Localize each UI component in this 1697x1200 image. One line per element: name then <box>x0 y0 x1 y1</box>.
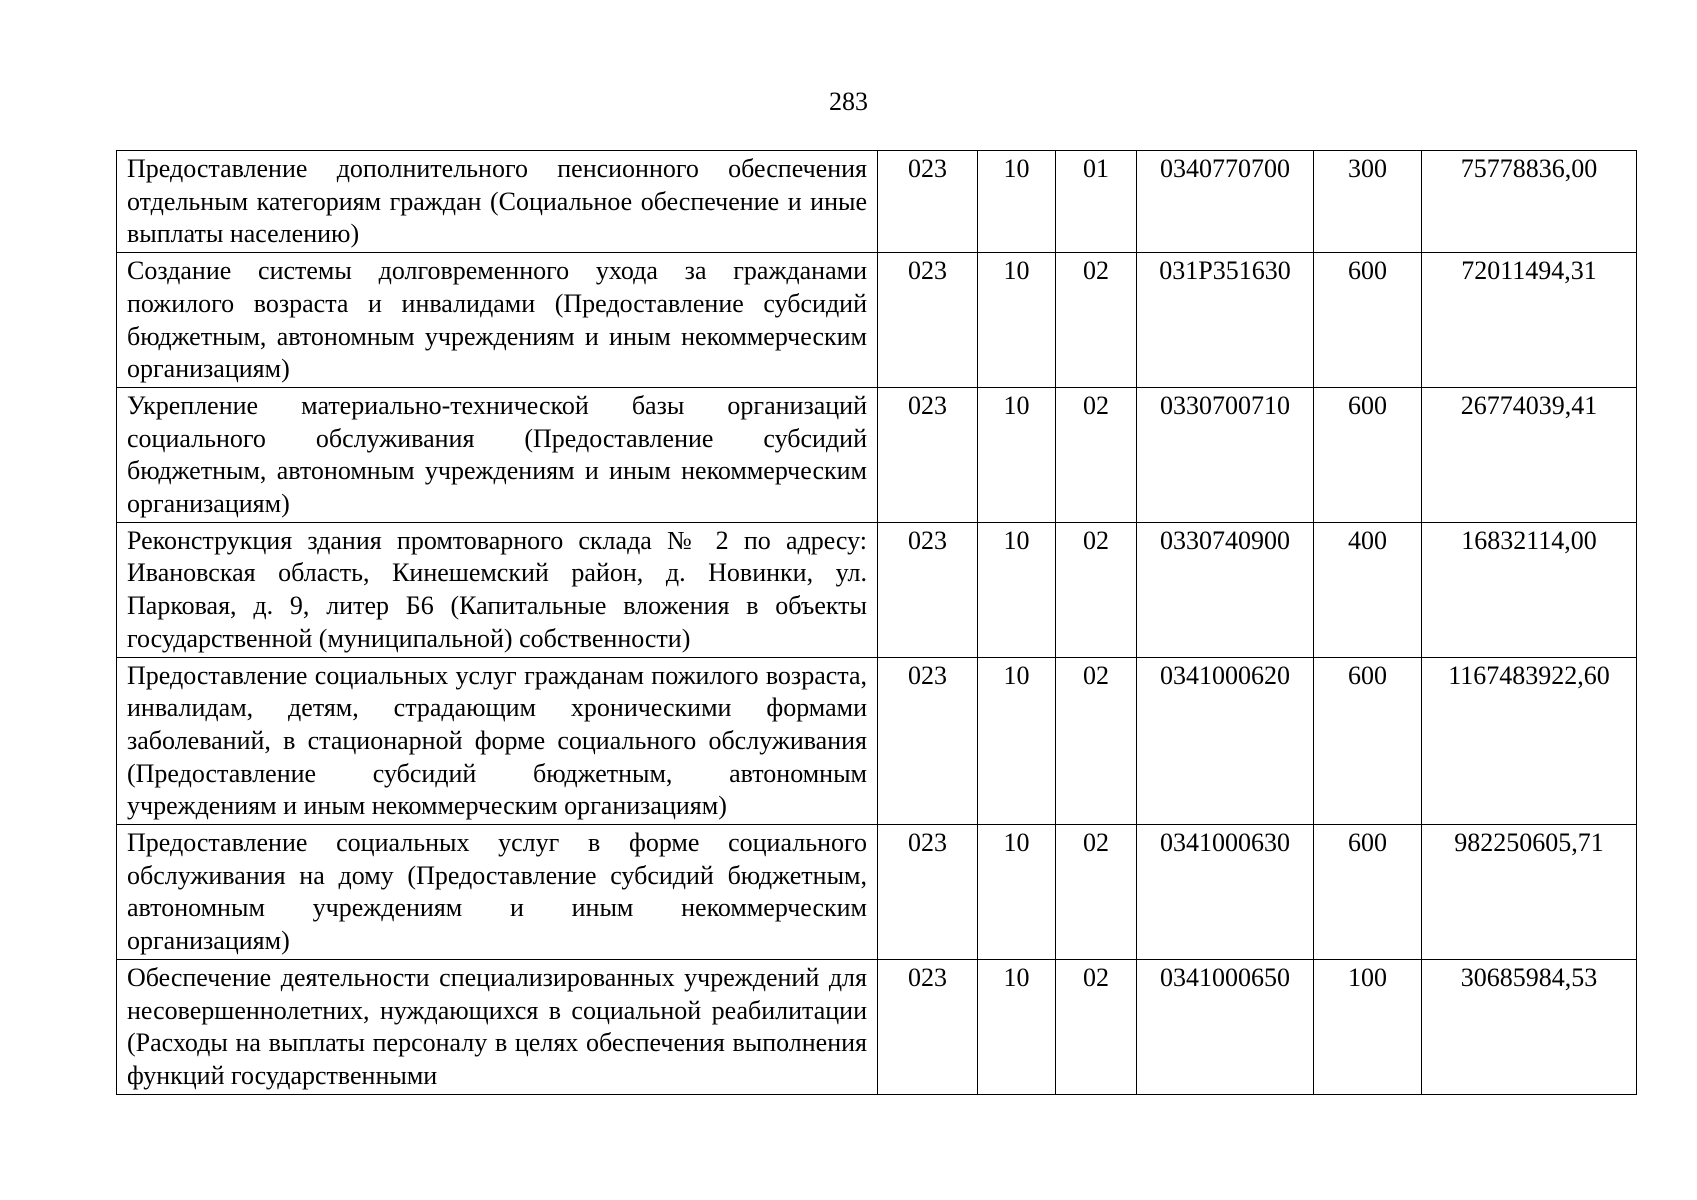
budget-table <box>116 150 1637 1095</box>
row-expense-type-code: 600 <box>1314 253 1422 388</box>
row-description: Обеспечение деятельности специализированных учреждений для несовершеннолетних, нуждающихся в социальной реабилитации (Расходы на выплаты персоналу в целях обеспечения выполнения функций государственными <box>117 959 878 1094</box>
row-sum: 982250605,71 <box>1422 825 1637 960</box>
row-section-code: 10 <box>978 253 1056 388</box>
row-expense-type-code: 300 <box>1314 151 1422 253</box>
row-expense-type-code: 400 <box>1314 522 1422 657</box>
row-description: Предоставление дополнительного пенсионного обеспечения отдельным категориям граждан (Социальное обеспечение и иные выплаты населению) <box>117 151 878 253</box>
row-target-article-code: 0330700710 <box>1137 387 1314 522</box>
row-target-article-code: 0340770700 <box>1137 151 1314 253</box>
row-ved-code: 023 <box>878 387 978 522</box>
row-ved-code: 023 <box>878 657 978 825</box>
row-target-article-code: 0341000650 <box>1137 959 1314 1094</box>
table-row <box>117 387 1637 522</box>
table-row <box>117 253 1637 388</box>
row-target-article-code: 0330740900 <box>1137 522 1314 657</box>
row-description: Предоставление социальных услуг гражданам пожилого возраста, инвалидам, детям, страдающим хроническими формами заболеваний, в стационарной форме социального обслуживания (Предоставление субсидий бюджетным, автономным учреждениям и иным некоммерческим организациям) <box>117 657 878 825</box>
row-description: Создание системы долговременного ухода за гражданами пожилого возраста и инвалидами (Предоставление субсидий бюджетным, автономным учреждениям и иным некоммерческим организациям) <box>117 253 878 388</box>
row-ved-code: 023 <box>878 253 978 388</box>
page-number: 283 <box>829 87 868 116</box>
row-section-code: 10 <box>978 522 1056 657</box>
row-subsection-code: 02 <box>1056 387 1137 522</box>
row-target-article-code: 0341000630 <box>1137 825 1314 960</box>
row-section-code: 10 <box>978 151 1056 253</box>
row-subsection-code: 02 <box>1056 522 1137 657</box>
row-sum: 72011494,31 <box>1422 253 1637 388</box>
row-sum: 26774039,41 <box>1422 387 1637 522</box>
row-ved-code: 023 <box>878 151 978 253</box>
row-expense-type-code: 600 <box>1314 657 1422 825</box>
row-description: Реконструкция здания промтоварного склада № 2 по адресу: Ивановская область, Кинешемский район, д. Новинки, ул. Парковая, д. 9, литер Б6 (Капитальные вложения в объекты государственной (муниципальной) собственности) <box>117 522 878 657</box>
row-target-article-code: 0341000620 <box>1137 657 1314 825</box>
row-ved-code: 023 <box>878 825 978 960</box>
table-row <box>117 522 1637 657</box>
table-row <box>117 151 1637 253</box>
row-expense-type-code: 100 <box>1314 959 1422 1094</box>
table-row <box>117 959 1637 1094</box>
row-sum: 75778836,00 <box>1422 151 1637 253</box>
row-target-article-code: 031P351630 <box>1137 253 1314 388</box>
row-subsection-code: 02 <box>1056 959 1137 1094</box>
row-ved-code: 023 <box>878 959 978 1094</box>
row-subsection-code: 02 <box>1056 825 1137 960</box>
table-row <box>117 825 1637 960</box>
table-row <box>117 657 1637 825</box>
row-section-code: 10 <box>978 387 1056 522</box>
row-sum: 30685984,53 <box>1422 959 1637 1094</box>
row-section-code: 10 <box>978 959 1056 1094</box>
row-subsection-code: 01 <box>1056 151 1137 253</box>
row-sum: 16832114,00 <box>1422 522 1637 657</box>
row-expense-type-code: 600 <box>1314 825 1422 960</box>
row-section-code: 10 <box>978 657 1056 825</box>
row-expense-type-code: 600 <box>1314 387 1422 522</box>
row-description: Предоставление социальных услуг в форме социального обслуживания на дому (Предоставление субсидий бюджетным, автономным учреждениям и иным некоммерческим организациям) <box>117 825 878 960</box>
row-section-code: 10 <box>978 825 1056 960</box>
row-subsection-code: 02 <box>1056 253 1137 388</box>
row-description: Укрепление материально-технической базы организаций социального обслуживания (Предоставление субсидий бюджетным, автономным учреждениям и иным некоммерческим организациям) <box>117 387 878 522</box>
row-ved-code: 023 <box>878 522 978 657</box>
row-subsection-code: 02 <box>1056 657 1137 825</box>
row-sum: 1167483922,60 <box>1422 657 1637 825</box>
